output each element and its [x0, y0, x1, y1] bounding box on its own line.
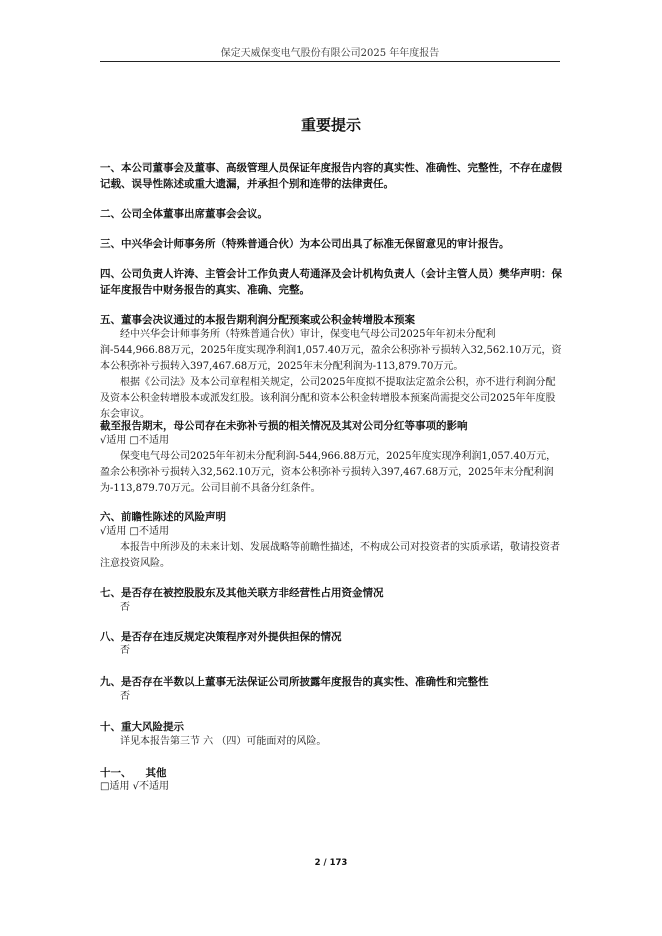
- page-number: 2 / 173: [314, 858, 348, 868]
- section-6-applicability: √适用 □不适用: [100, 526, 169, 537]
- page-title: 重要提示: [300, 116, 361, 134]
- section-5-applicability: √适用 □不适用: [100, 435, 169, 446]
- section-10-heading: 十、重大风险提示: [100, 721, 184, 733]
- section-7-heading: 七、是否存在被控股股东及其他关联方非经营性占用资金情况: [100, 587, 384, 599]
- page-header: 保定天威保变电气股份有限公司2025 年年度报告: [220, 48, 440, 59]
- section-11-applicability: □适用 √不适用: [100, 781, 169, 792]
- section-6-heading: 六、前瞻性陈述的风险声明: [100, 511, 226, 523]
- section-1: 一、本公司董事会及董事、高级管理人员保证年度报告内容的真实性、准确性、完整性，不存在虚假记载、误导性陈述或重大遗漏，并承担个别和连带的法律责任。: [100, 162, 562, 190]
- section-10-paragraph: 详见本报告第三节 六 （四）可能面对的风险。: [120, 736, 327, 747]
- section-5-heading: 五、董事会决议通过的本报告期利润分配预案或公积金转增股本预案: [100, 314, 415, 326]
- section-6-paragraph: 本报告中所涉及的未来计划、发展战略等前瞻性描述，不构成公司对投资者的实质承诺，敬请投资者注意投资风险。: [100, 542, 560, 569]
- section-9-heading: 九、是否存在半数以上董事无法保证公司所披露年度报告的真实性、准确性和完整性: [100, 676, 489, 688]
- section-5-paragraph-3: 保变电气母公司2025年年初未分配利润-544,966.88万元，2025年度实现净利润1,057.40万元，盈余公积弥补亏损转入32,562.10万元，资本公积弥补亏损转入397,467.68万元，2025年末分配利润为-113,879.70万元。公司目前不具备分红条件。: [100, 451, 557, 494]
- header-divider: [100, 61, 560, 62]
- section-5-subheading: 截至报告期末，母公司存在未弥补亏损的相关情况及其对公司分红等事项的影响: [100, 420, 468, 432]
- section-11-number: 十一、: [100, 767, 132, 779]
- section-5-paragraph-2: 根据《公司法》及本公司章程相关规定，公司2025年度拟不提取法定盈余公积，亦不进行利润分配及资本公积金转增股本或派发红股。该利润分配和资本公积金转增股本预案尚需提交公司2025年年度股东会审议。: [100, 377, 556, 420]
- section-8-heading: 八、是否存在违反规定决策程序对外提供担保的情况: [100, 631, 342, 643]
- section-5-paragraph-1: 经中兴华会计师事务所（特殊普通合伙）审计，保变电气母公司2025年年初未分配利润-544,966.88万元，2025年度实现净利润1,057.40万元，盈余公积弥补亏损转入32,562.10万元，资本公积弥补亏损转入397,467.68万元，2025年末分配利润为-113,879.70万元。: [100, 329, 562, 372]
- section-7-answer: 否: [120, 602, 130, 613]
- section-4: 四、公司负责人许涛、主管会计工作负责人苟通泽及会计机构负责人（会计主管人员）樊华声明：保证年度报告中财务报告的真实、准确、完整。: [100, 268, 562, 296]
- section-2: 二、公司全体董事出席董事会会议。: [100, 208, 268, 220]
- section-11-title: 其他: [145, 767, 167, 779]
- section-3: 三、中兴华会计师事务所（特殊普通合伙）为本公司出具了标准无保留意见的审计报告。: [100, 238, 510, 250]
- section-8-answer: 否: [120, 645, 130, 656]
- section-9-answer: 否: [120, 691, 130, 702]
